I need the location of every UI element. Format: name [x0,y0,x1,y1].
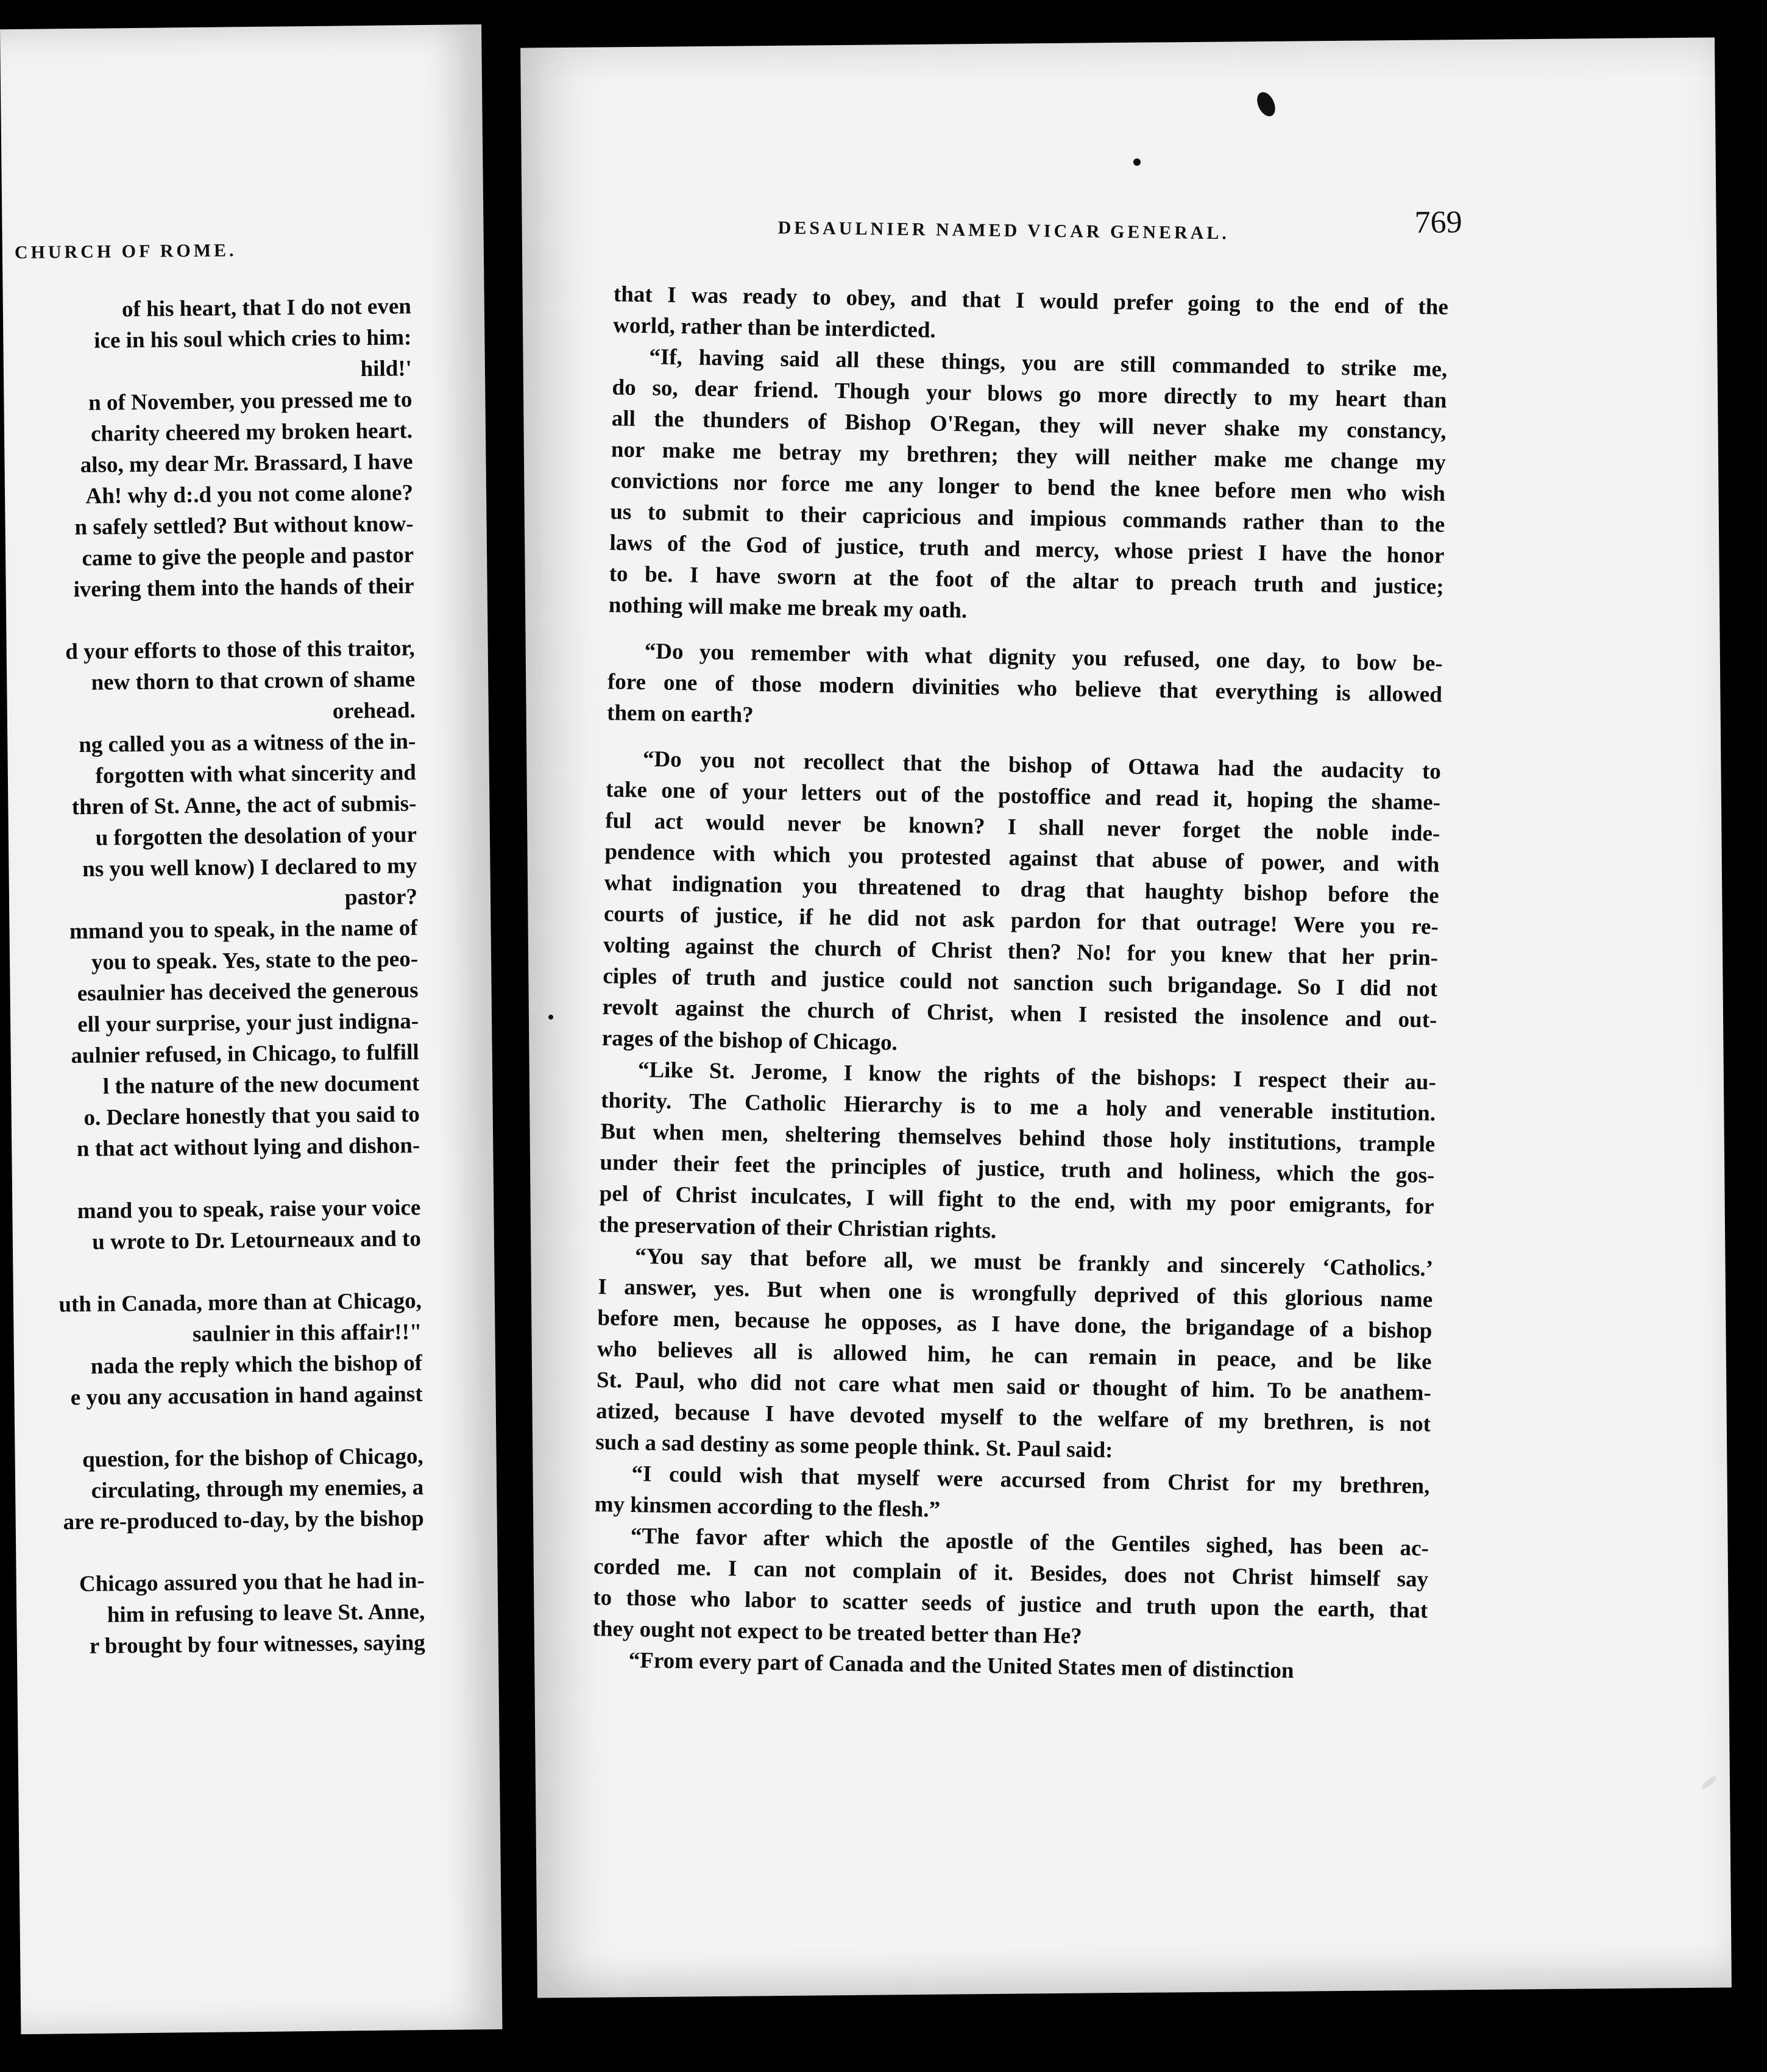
text-line: my kinsmen according to the flesh.” [594,1492,941,1522]
text-line: “Like St. Jerome, I know the rights of the bishops: I respect their au- [637,1057,1437,1095]
text-line: that I was ready to obey, and that I would prefer going to the end of the [613,282,1449,320]
page-number: 769 [1414,205,1462,240]
text-line: do so, dear friend. Though your blows go more directly to my heart than [612,375,1447,413]
text-line: came to give the people and pastor [82,542,414,571]
left-running-head: CHURCH OF ROME. [14,240,237,263]
text-line: l the nature of the new document [102,1071,420,1099]
text-line: under their feet the principles of justice, truth and holiness, which the gos- [600,1150,1435,1188]
blank-line [16,1534,424,1569]
text-line: thren of St. Anne, the act of submis- [71,791,417,820]
text-line: new thorn to that crown of shame [91,667,416,695]
text-line: hild!' [360,356,413,382]
text-line: ice in his soul which cries to him: [94,325,412,353]
text-line: aulnier refused, in Chicago, to fulfill [71,1040,419,1069]
text-line: what indignation you threatened to drag that haughty bishop before the [604,870,1439,909]
text-line: “From every part of Canada and the United States men of distinction [628,1647,1294,1684]
text-line: are re-produced to-day, by the bishop [63,1506,424,1535]
text-line: also, my dear Mr. Brassard, I have [80,449,413,478]
blank-line [13,1254,421,1290]
text-line: nothing will make me break my oath. [608,592,968,623]
text-line: charity cheered my broken heart. [90,418,413,447]
text-line: them on earth? [606,700,754,728]
paragraph [601,743,1441,1066]
text-line: ell your surprise, your just indigna- [77,1009,419,1038]
text-line: who believes all is allowed him, he can remain in peace, and be like [597,1336,1432,1375]
text-line: St. Paul, who did not care what men said or thought of him. To be anathem- [596,1368,1432,1406]
right-page [520,38,1732,1998]
paragraph [595,1240,1433,1471]
ink-speck [548,1015,553,1020]
text-line: saulnier in this affair!!" [192,1319,422,1347]
text-line: d your efforts to those of this traitor, [65,636,415,665]
text-line: u forgotten the desolation of your [95,822,417,851]
text-line: I answer, yes. But when one is wrongfully deprived of this glorious name [598,1274,1433,1313]
text-line: such a sad destiny as some people think. St. Paul said: [595,1430,1113,1463]
text-line: pel of Christ inculcates, I will fight to the end, with my poor emigrants, for [599,1181,1434,1219]
right-page-body [592,279,1448,1688]
text-line: us to submit to their capricious and impious commands rather than to the [610,499,1445,538]
text-line: to be. I have sworn at the foot of the altar to preach truth and justice; [609,561,1444,600]
text-line: n of November, you pressed me to [88,387,413,416]
text-line: laws of the God of justice, truth and mercy, whose priest I have the honor [609,530,1445,569]
text-line: to those who labor to scatter seeds of justice and truth upon the earth, that [593,1585,1428,1623]
text-line: forgotten with what sincerity and [95,760,417,789]
text-line: ns you well know) I declared to my [82,853,417,882]
text-line: orehead. [332,698,416,724]
text-line: mmand you to speak, in the name of [69,915,418,945]
text-line: “Do you not recollect that the bishop of Ottawa had the audacity to [642,747,1442,784]
text-line: of his heart, that I do not even [121,294,412,322]
text-line: circulating, through my enemies, a [91,1475,424,1503]
text-line: ivering them into the hands of their [73,573,414,603]
text-line: “You say that before all, we must be frankly and sincerely ‘Catholics.’ [634,1244,1434,1282]
text-line: “I could wish that myself were accursed from Christ for my brethren, [631,1461,1430,1499]
text-line: Chicago assured you that he had in- [79,1568,425,1597]
text-line: “If, having said all these things, you are still commanded to strike me, [649,344,1448,382]
text-line: volting against the church of Christ then? No! for you knew that her prin- [603,932,1439,971]
text-line: n that act without lying and dishon- [76,1133,420,1162]
left-page-body [3,291,425,1662]
paragraph [599,1054,1437,1253]
text-line: Ah! why d:.d you not come alone? [85,480,414,509]
text-line: But when men, sheltering themselves behind those holy institutions, trample [600,1119,1436,1157]
text-line: you to speak. Yes, state to the peo- [91,946,419,975]
blank-line [15,1410,423,1445]
text-line: courts of justice, if he did not ask pardon for that outrage! Were you re- [603,901,1439,940]
text-line: u wrote to Dr. Letourneaux and to [92,1226,422,1255]
text-line: nor make me betray my brethren; they will neither make me change my [611,437,1447,475]
text-line: o. Declare honestly that you said to [83,1102,420,1130]
paragraph [609,341,1448,633]
text-line: ng called you as a witness of the in- [79,729,416,757]
text-line: pastor? [344,884,418,910]
text-line: before men, because he opposes, as I have done, the brigandage of a bishop [597,1305,1432,1344]
text-line: mand you to speak, raise your voice [77,1195,421,1224]
right-running-head: DESAULNIER NAMED VICAR GENERAL. [777,218,1230,244]
text-line: world, rather than be interdicted. [612,313,937,343]
text-line: question, for the bishop of Chicago, [82,1444,423,1472]
text-line: corded me. I can not complain of it. Besides, does not Christ himself say [593,1554,1429,1592]
text-line: the preservation of their Christian rights. [598,1212,997,1244]
text-line: uth in Canada, more than at Chicago, [58,1288,422,1318]
text-line: him in refusing to leave St. Anne, [107,1599,425,1628]
text-line: thority. The Catholic Hierarchy is to me a holy and venerable institution. [600,1088,1436,1126]
ink-speck [1133,158,1141,166]
text-line: atized, because I have devoted myself to the welfare of my brethren, is not [595,1399,1431,1437]
text-line: “Do you remember with what dignity you refused, one day, to bow be- [644,639,1443,676]
text-line: “The favor after which the apostle of the Gentiles sighed, has been ac- [630,1523,1429,1561]
paragraph [607,635,1443,742]
text-line: pendence with which you protested against that abuse of power, and with [604,839,1440,878]
text-line: revolt against the church of Christ, when I resisted the insolence and out- [602,995,1437,1033]
text-line: nada the reply which the bishop of [90,1350,423,1379]
text-line: esaulnier has deceived the generous [77,977,419,1007]
text-line: ful act would never be known? I shall never forget the noble inde- [605,808,1440,846]
blank-line [12,1161,420,1196]
text-line: fore one of those modern divinities who believe that everything is allowed [607,669,1443,708]
text-line: all the thunders of Bishop O'Regan, they will never shake my constancy, [611,406,1447,444]
text-line: rages of the bishop of Chicago. [601,1026,898,1056]
text-line: e you any accusation in hand against [70,1382,423,1411]
left-page [0,24,502,2034]
text-line: convictions nor force me any longer to bend the knee before men who wish [610,468,1446,506]
paragraph [592,1520,1429,1657]
text-line: n safely settled? But without know- [74,511,414,541]
text-line: r brought by four witnesses, saying [89,1630,426,1659]
text-line: take one of your letters out of the postoffice and read it, hoping the shame- [605,777,1441,815]
blank-line [6,601,414,637]
text-line: they ought not expect to be treated better than He? [592,1616,1083,1649]
text-line: ciples of truth and justice could not sanction such brigandage. So I did not [603,963,1438,1002]
